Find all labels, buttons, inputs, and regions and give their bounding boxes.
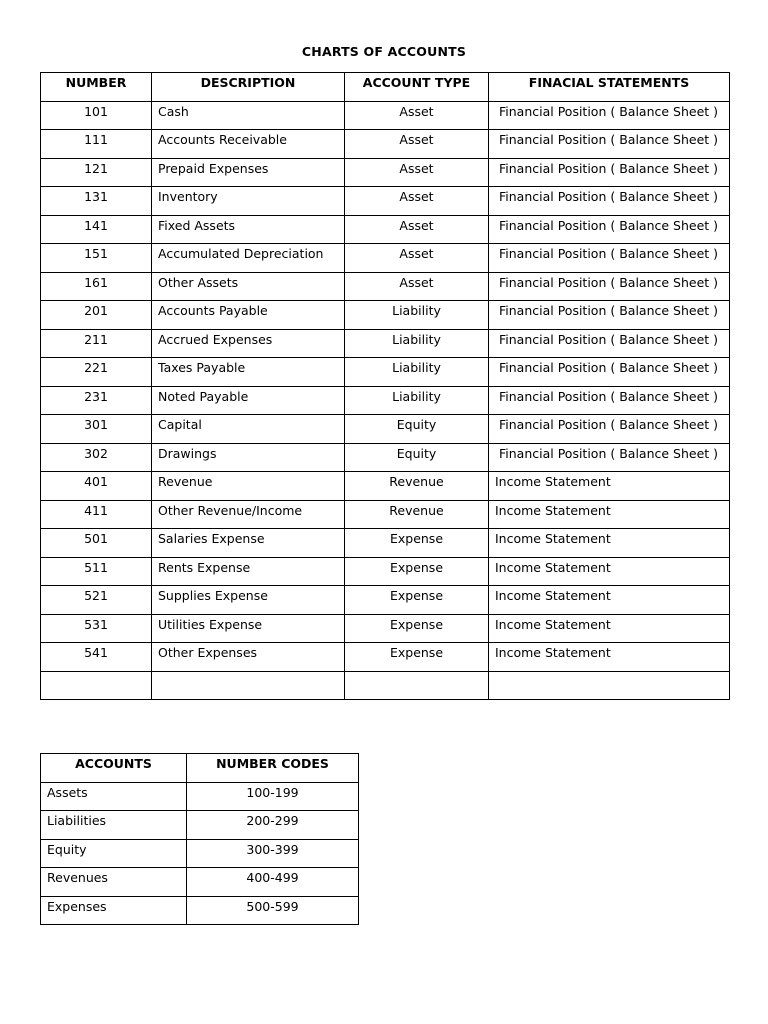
account-type: Expense (345, 529, 489, 558)
account-type: Asset (345, 130, 489, 159)
account-description: Revenue (152, 472, 345, 501)
account-description: Salaries Expense (152, 529, 345, 558)
table-header-row (41, 73, 730, 102)
table-row (41, 101, 730, 130)
financial-statement: Financial Position ( Balance Sheet ) (489, 272, 730, 301)
financial-statement: Income Statement (489, 586, 730, 615)
account-category: Equity (41, 839, 187, 868)
financial-statement: Financial Position ( Balance Sheet ) (489, 187, 730, 216)
account-type: Liability (345, 358, 489, 387)
account-description: Other Assets (152, 272, 345, 301)
table-row (41, 272, 730, 301)
header-accounts: ACCOUNTS (41, 754, 187, 783)
number-codes-table (40, 753, 359, 925)
table-row (41, 443, 730, 472)
account-description: Supplies Expense (152, 586, 345, 615)
table-row (41, 868, 359, 897)
account-number: 151 (41, 244, 152, 273)
account-number: 101 (41, 101, 152, 130)
table-row (41, 301, 730, 330)
table-row (41, 896, 359, 925)
account-number: 111 (41, 130, 152, 159)
financial-statement: Financial Position ( Balance Sheet ) (489, 130, 730, 159)
number-code-range: 200-299 (187, 811, 359, 840)
account-description: Noted Payable (152, 386, 345, 415)
account-type: Asset (345, 215, 489, 244)
table-row (41, 329, 730, 358)
account-number: 401 (41, 472, 152, 501)
account-type: Liability (345, 329, 489, 358)
account-description: Accounts Receivable (152, 130, 345, 159)
account-description: Capital (152, 415, 345, 444)
number-code-range: 100-199 (187, 782, 359, 811)
account-type: Liability (345, 301, 489, 330)
account-description (152, 671, 345, 700)
account-type: Asset (345, 101, 489, 130)
number-code-range: 400-499 (187, 868, 359, 897)
account-type: Asset (345, 244, 489, 273)
table-row (41, 586, 730, 615)
financial-statement: Income Statement (489, 614, 730, 643)
table-row (41, 614, 730, 643)
account-description: Drawings (152, 443, 345, 472)
account-category: Revenues (41, 868, 187, 897)
account-type: Expense (345, 557, 489, 586)
account-type: Asset (345, 158, 489, 187)
financial-statement: Financial Position ( Balance Sheet ) (489, 158, 730, 187)
account-number: 141 (41, 215, 152, 244)
account-number: 161 (41, 272, 152, 301)
account-number: 211 (41, 329, 152, 358)
table-row (41, 500, 730, 529)
table-row (41, 187, 730, 216)
account-number: 301 (41, 415, 152, 444)
account-number: 302 (41, 443, 152, 472)
page-title: CHARTS OF ACCOUNTS (301, 44, 467, 59)
account-type: Asset (345, 187, 489, 216)
financial-statement: Financial Position ( Balance Sheet ) (489, 215, 730, 244)
header-number-codes: NUMBER CODES (187, 754, 359, 783)
account-type: Expense (345, 614, 489, 643)
table-row (41, 215, 730, 244)
table-row (41, 671, 730, 700)
account-number: 511 (41, 557, 152, 586)
account-type: Equity (345, 415, 489, 444)
table-row (41, 782, 359, 811)
financial-statement: Income Statement (489, 500, 730, 529)
financial-statement: Income Statement (489, 529, 730, 558)
account-number: 501 (41, 529, 152, 558)
table-row (41, 529, 730, 558)
account-number: 201 (41, 301, 152, 330)
number-code-range: 300-399 (187, 839, 359, 868)
account-type: Expense (345, 643, 489, 672)
account-number: 131 (41, 187, 152, 216)
account-description: Utilities Expense (152, 614, 345, 643)
financial-statement: Financial Position ( Balance Sheet ) (489, 301, 730, 330)
financial-statement: Financial Position ( Balance Sheet ) (489, 329, 730, 358)
account-type: Revenue (345, 500, 489, 529)
header-financial-statements: FINACIAL STATEMENTS (489, 73, 730, 102)
account-description: Inventory (152, 187, 345, 216)
account-description: Accumulated Depreciation (152, 244, 345, 273)
account-type: Expense (345, 586, 489, 615)
number-code-range: 500-599 (187, 896, 359, 925)
table-header-row (41, 754, 359, 783)
header-number: NUMBER (41, 73, 152, 102)
table-row (41, 839, 359, 868)
table-row (41, 158, 730, 187)
account-type (345, 671, 489, 700)
account-type: Asset (345, 272, 489, 301)
header-description: DESCRIPTION (152, 73, 345, 102)
header-account-type: ACCOUNT TYPE (345, 73, 489, 102)
account-number: 531 (41, 614, 152, 643)
table-row (41, 811, 359, 840)
table-row (41, 643, 730, 672)
table-row (41, 472, 730, 501)
financial-statement: Financial Position ( Balance Sheet ) (489, 101, 730, 130)
financial-statement: Financial Position ( Balance Sheet ) (489, 386, 730, 415)
account-type: Revenue (345, 472, 489, 501)
account-number: 411 (41, 500, 152, 529)
financial-statement: Income Statement (489, 557, 730, 586)
financial-statement: Income Statement (489, 472, 730, 501)
account-description: Fixed Assets (152, 215, 345, 244)
account-category: Liabilities (41, 811, 187, 840)
account-description: Cash (152, 101, 345, 130)
account-type: Equity (345, 443, 489, 472)
table-row (41, 415, 730, 444)
account-description: Other Expenses (152, 643, 345, 672)
account-type: Liability (345, 386, 489, 415)
table-row (41, 130, 730, 159)
account-number: 521 (41, 586, 152, 615)
chart-of-accounts-table (40, 72, 730, 700)
account-number: 541 (41, 643, 152, 672)
account-number: 221 (41, 358, 152, 387)
account-description: Accrued Expenses (152, 329, 345, 358)
account-number: 121 (41, 158, 152, 187)
account-number (41, 671, 152, 700)
account-description: Accounts Payable (152, 301, 345, 330)
table-row (41, 358, 730, 387)
table-row (41, 386, 730, 415)
financial-statement: Financial Position ( Balance Sheet ) (489, 443, 730, 472)
financial-statement: Income Statement (489, 643, 730, 672)
account-description: Taxes Payable (152, 358, 345, 387)
table-row (41, 557, 730, 586)
account-description: Rents Expense (152, 557, 345, 586)
financial-statement: Financial Position ( Balance Sheet ) (489, 244, 730, 273)
account-description: Other Revenue/Income (152, 500, 345, 529)
financial-statement: Financial Position ( Balance Sheet ) (489, 415, 730, 444)
account-description: Prepaid Expenses (152, 158, 345, 187)
table-row (41, 244, 730, 273)
account-category: Expenses (41, 896, 187, 925)
account-number: 231 (41, 386, 152, 415)
financial-statement (489, 671, 730, 700)
account-category: Assets (41, 782, 187, 811)
financial-statement: Financial Position ( Balance Sheet ) (489, 358, 730, 387)
